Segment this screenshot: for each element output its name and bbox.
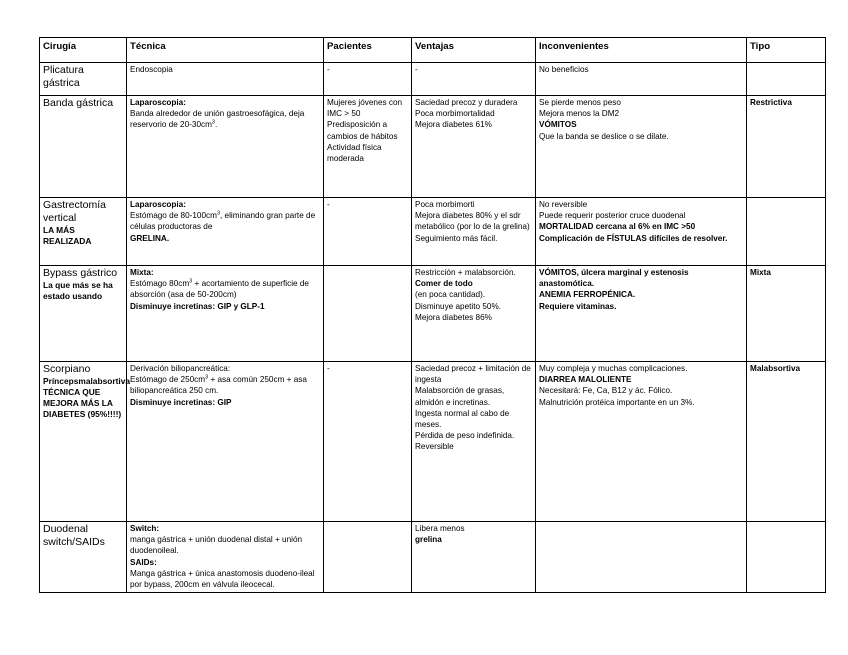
header-inconvenientes: Inconvenientes [536,38,747,63]
surgery-note: TÉCNICA QUE MEJORA MÁS LA DIABETES (95%!!!!) [43,387,122,419]
surgery-name: Gastrectomía vertical [43,199,107,224]
cell-text: Mujeres jóvenes con IMC > 50 [327,98,403,119]
surgery-note: La que más se ha estado usando [43,280,113,301]
cell-text: Requiere vitaminas. [539,301,617,311]
cell-ventajas [412,522,536,593]
cell-text: VÓMITOS [539,120,577,130]
cell-cirugia [40,96,127,198]
cell-text: Mejora diabetes 61% [415,120,492,130]
cell-text: Estómago de $80-100cm^3$, eliminando gran parte de células productoras de [130,210,316,232]
surgery-name: Banda gástrica [43,97,114,109]
cell-tipo: Malabsortiva [747,362,826,522]
surgery-name: Bypass gástrico [43,267,118,279]
surgery-note: LA MÁS REALIZADA [43,225,92,246]
cell-text: SAIDs: [130,557,157,567]
cell-tecnica [127,362,324,522]
cell-text: Poca morbimortalidad [415,109,495,119]
cell-text: Estómago de $250cm^3$ + asa común 250cm + asa biliopancreática 250 cm. [130,374,307,396]
cell-pacientes [324,96,412,198]
cell-text: Estómago $80cm^3$ + acortamiento de superficie de absorción (asa de 50-200cm) [130,278,309,300]
cell-text: Saciedad precoz + limitación de ingesta [415,364,531,385]
cell-text: manga gástrica + unión duodenal distal + unión duodenoileal. [130,535,303,556]
surgery-name: Duodenal switch/SAIDs [43,523,105,548]
cell-text: Malnutrición protéica importante en un 3%. [539,397,695,407]
cell-ventajas [412,362,536,522]
cell-text: Reversible [415,442,454,452]
cell-tipo: Mixta [747,266,826,362]
cell-cirugia [40,198,127,266]
cell-tipo [747,198,826,266]
cell-cirugia [40,266,127,362]
cell-text: Mejora diabetes 86% [415,312,492,322]
cell-text: Necesitará: Fe, Ca, B12 y ác. Fólico. [539,386,673,396]
header-row [40,38,826,63]
cell-text: Seguimiento más fácil. [415,233,498,243]
cell-text: - [327,65,330,74]
surgery-comparison-table [39,37,826,593]
cell-text: Banda alrededor de unión gastroesofágica, deja reservorio de $20-30cm^3$. [130,109,305,130]
cell-inconvenientes [536,96,747,198]
table-row [40,96,826,198]
cell-text: (en poca cantidad). [415,290,486,300]
cell-pacientes [324,266,412,362]
cell-tipo: Restrictiva [747,96,826,198]
cell-text: Comer de todo [415,279,473,289]
cell-text: grelina [415,535,442,545]
cell-text: Disminuye incretinas: GIP y GLP-1 [130,301,265,311]
cell-text: Laparoscopia: [130,98,186,107]
cell-text: Switch: [130,524,160,533]
cell-ventajas [412,96,536,198]
cell-text: Mixta: [130,268,154,277]
surgery-note: Príncepsmalabsortiva [43,376,131,386]
cell-inconvenientes [536,362,747,522]
cell-pacientes [324,522,412,593]
cell-ventajas [412,63,536,96]
cell-tecnica [127,198,324,266]
cell-ventajas [412,198,536,266]
cell-text: Restricción + malabsorción. [415,268,516,277]
cell-text: Que la banda se deslice o se dilate. [539,131,669,141]
cell-text: - [327,200,330,209]
header-ventajas: Ventajas [412,38,536,63]
cell-text: Laparoscopia: [130,200,186,209]
cell-text: Predisposición a cambios de hábitos [327,120,398,141]
header-cirugia: Cirugía [40,38,127,63]
cell-text: Mejora menos la DM2 [539,109,620,119]
cell-text: Actividad física moderada [327,142,382,164]
cell-tecnica [127,266,324,362]
table-row [40,63,826,96]
cell-text: VÓMITOS, úlcera marginal y estenosis anastomótica. [539,268,689,289]
cell-tecnica [127,522,324,593]
table-row [40,198,826,266]
cell-text: Libera menos [415,524,465,533]
cell-inconvenientes [536,198,747,266]
table-row [40,522,826,593]
table-row [40,362,826,522]
header-pacientes: Pacientes [324,38,412,63]
cell-text: Endoscopia [130,65,173,74]
cell-pacientes [324,362,412,522]
cell-text: Mejora diabetes 80% y el sdr metabólico (por lo de la grelina) [415,211,530,232]
cell-text: - [415,65,418,74]
cell-text: Ingesta normal al cabo de meses. [415,408,510,430]
header-tipo: Tipo [747,38,826,63]
cell-text: Malabsorción de grasas, almidón e incretinas. [415,386,505,407]
cell-tecnica [127,96,324,198]
cell-tecnica [127,63,324,96]
cell-text: DIARREA MALOLIENTE [539,375,632,385]
cell-text: Complicación de FÍSTULAS difíciles de resolver. [539,233,728,243]
cell-pacientes [324,198,412,266]
cell-text: Disminuye incretinas: GIP [130,397,232,407]
cell-ventajas [412,266,536,362]
cell-tipo [747,522,826,593]
cell-inconvenientes [536,63,747,96]
cell-text: Muy compleja y muchas complicaciones. [539,364,688,373]
cell-cirugia [40,522,127,593]
cell-text: Derivación biliopancreática: [130,364,231,373]
cell-text: No beneficios [539,65,589,74]
cell-text: Disminuye apetito 50%. [415,301,502,311]
cell-text: GRELINA. [130,233,170,243]
cell-text: No reversible [539,200,588,209]
cell-cirugia [40,362,131,522]
cell-pacientes [324,63,412,96]
cell-tipo [747,63,826,96]
cell-inconvenientes [536,266,747,362]
cell-text: Puede requerir posterior cruce duodenal [539,211,686,221]
surgery-name: Plicatura gástrica [43,64,84,89]
cell-text: Manga gástrica + única anastomosis duodeno-ileal por bypass, 200cm en válvula ileocecal. [130,568,315,590]
cell-text: ANEMIA FERROPÉNICA. [539,290,636,300]
cell-text: Se pierde menos peso [539,98,621,107]
surgery-name: Scorpiano [43,363,91,375]
cell-text: Saciedad precoz y duradera [415,98,518,107]
table-row [40,266,826,362]
cell-text: Poca morbimorti [415,200,475,209]
cell-text: Pérdida de peso indefinida. [415,431,515,441]
cell-inconvenientes [536,522,747,593]
cell-cirugia [40,63,127,96]
cell-text: MORTALIDAD cercana al 6% en IMC >50 [539,222,696,232]
header-tecnica: Técnica [127,38,324,63]
cell-text: - [327,364,330,373]
